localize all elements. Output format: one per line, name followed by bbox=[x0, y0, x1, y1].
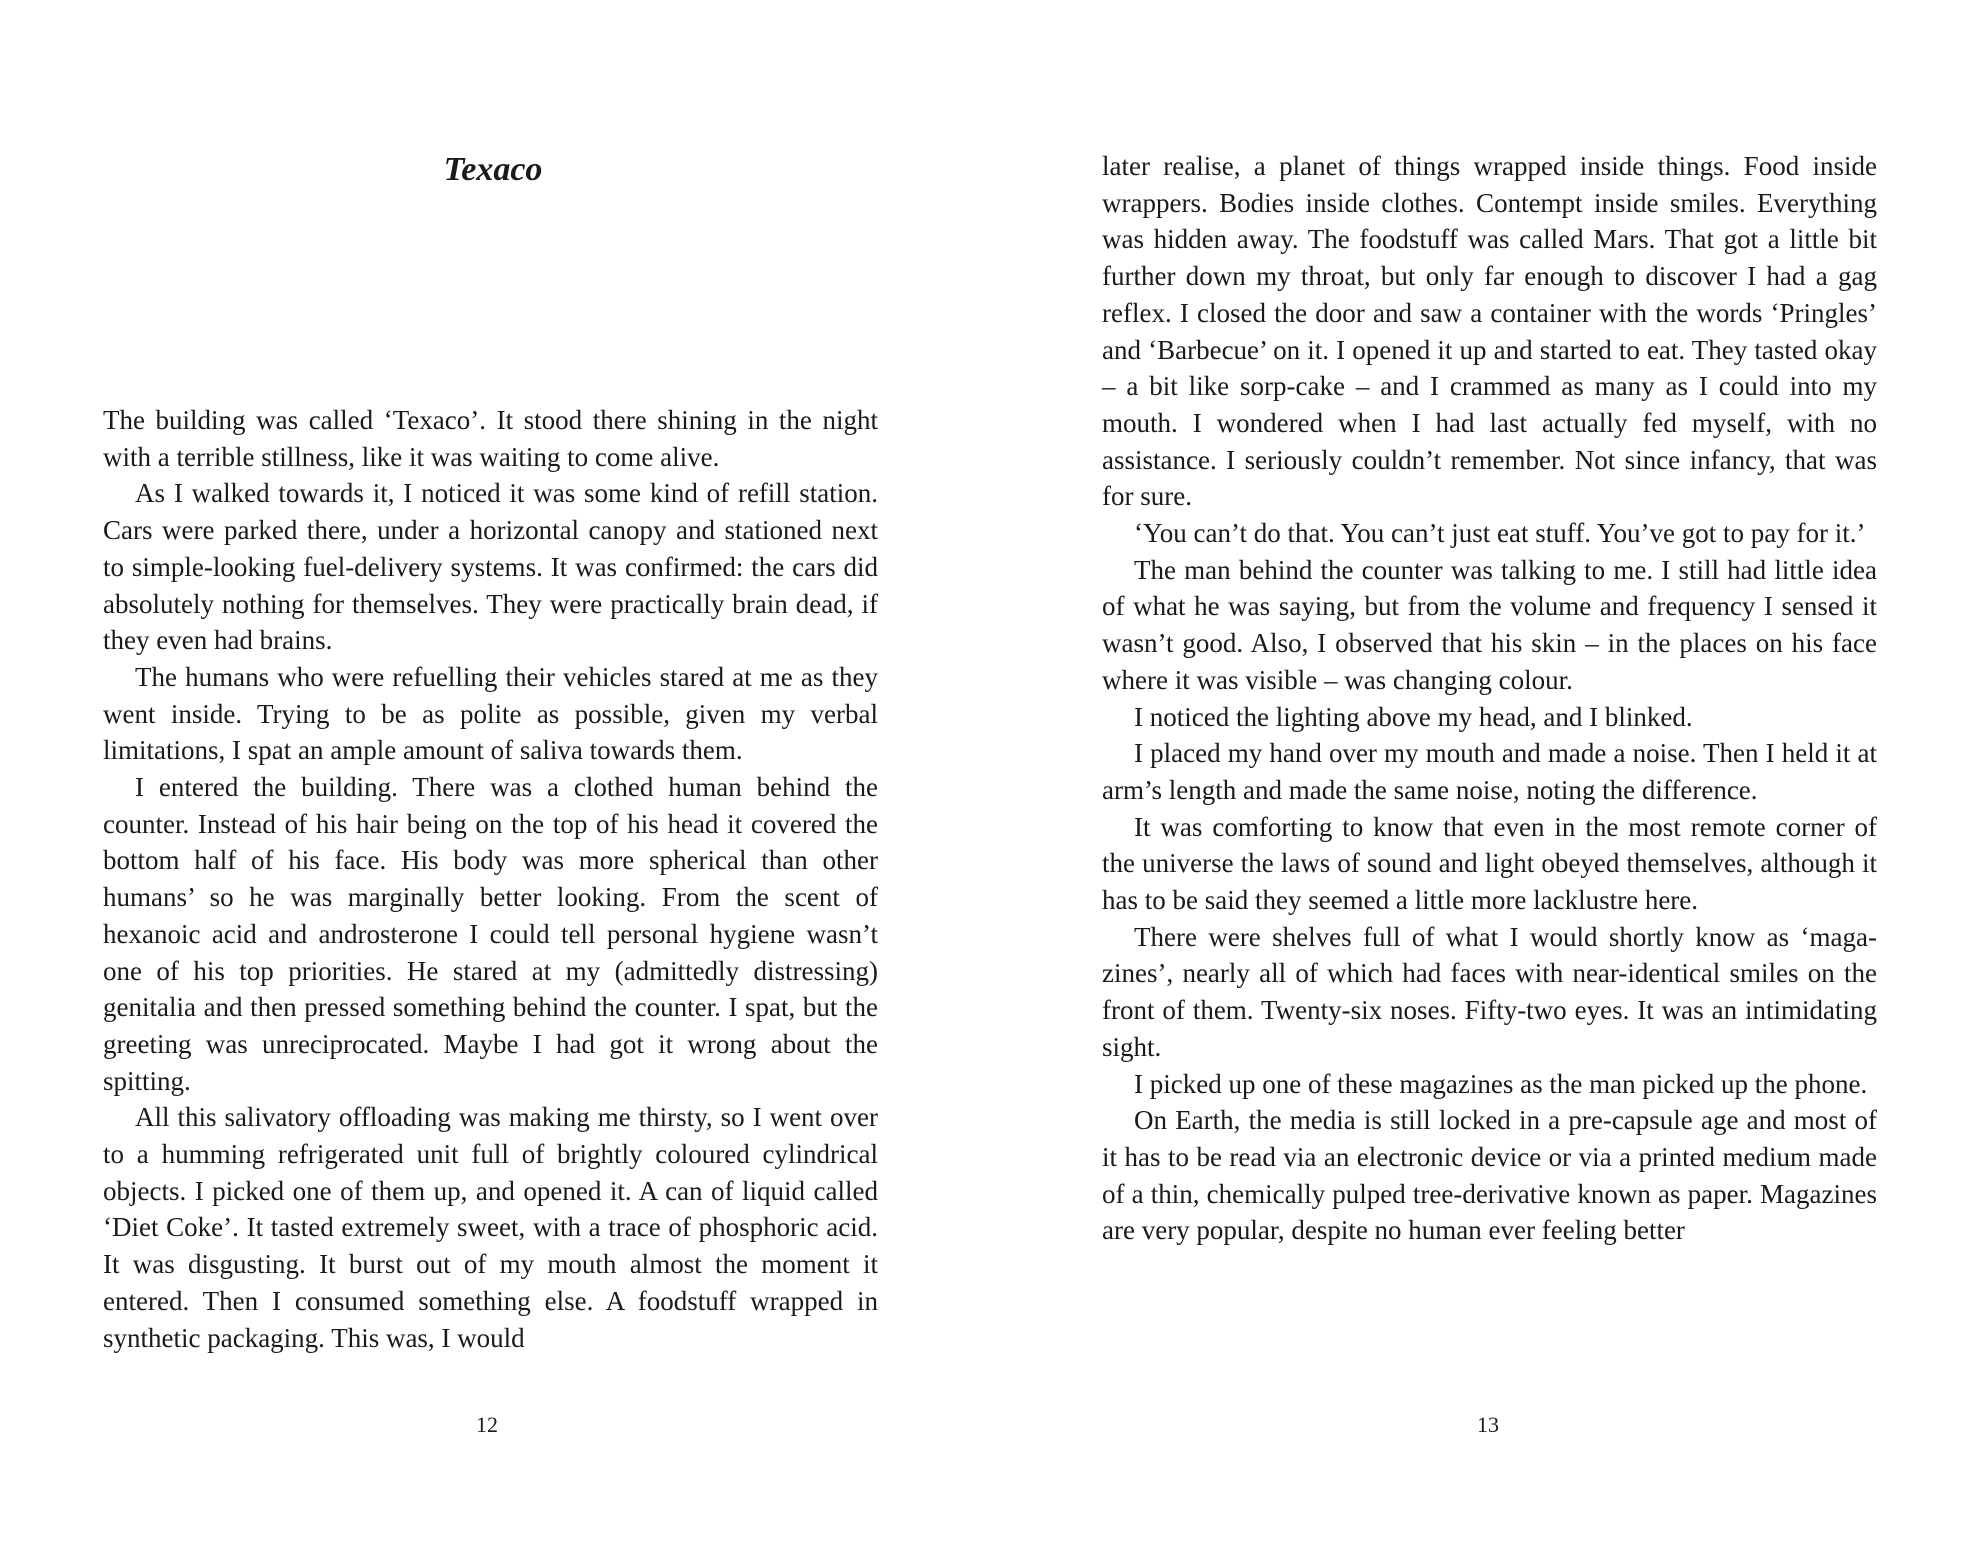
left-page-text bbox=[103, 402, 878, 1356]
left-page bbox=[103, 0, 883, 1546]
page-number: 12 bbox=[476, 1412, 498, 1437]
paragraph: The building was called ‘Texaco’. It stood there shining in the night with a terrible stillness, like it was waiting to come alive. bbox=[103, 405, 878, 472]
paragraph: later realise, a planet of things wrapped inside things. Food inside wrappers. Bodies inside clothes. Contempt inside smiles. Everything was hidden away. The foodstuff was called Mars. That got a little bit further down my throat, but only far enough to discover I had a gag reflex. I closed the door and saw a container with the words ‘Pringles’ and ‘Barbecue’ on it. I opened it up and started to eat. They tasted okay – a bit like sorp-cake – and I crammed as many as I could into my mouth. I wondered when I had last actually fed myself, with no assistance. I seriously couldn’t remember. Not since infancy, that was for sure. bbox=[1102, 151, 1877, 512]
paragraph: The man behind the counter was talking to me. I still had little idea of what he was saying, but from the volume and frequency I sensed it wasn’t good. Also, I observed that his skin – in the places on his face where it was visible – was changing colour. bbox=[1102, 554, 1877, 695]
paragraph: It was comforting to know that even in the most remote corner of the universe the laws of sound and light obeyed themselves, although it has to be said they seemed a little more lacklustre here. bbox=[1102, 811, 1877, 916]
paragraph: I picked up one of these magazines as the man picked up the phone. bbox=[1134, 1068, 1868, 1099]
page-number: 13 bbox=[1477, 1412, 1499, 1437]
paragraph: On Earth, the media is still locked in a pre-capsule age and most of it has to be read via an electronic device or via a printed medium made of a thin, chemically pulped tree-derivative known as paper. Magazines are very popular, despite no human ever feeling better bbox=[1102, 1105, 1877, 1246]
paragraph: The humans who were refuelling their vehicles stared at me as they went inside. Trying to be as polite as possible, given my verbal limitations, I spat an ample amount of saliva towards them. bbox=[103, 661, 878, 766]
paragraph: There were shelves full of what I would shortly know as ‘magazines’, nearly all of which had faces with near-identical smiles on the front of them. Twenty-six noses. Fifty-two eyes. It was an intimidating sight. bbox=[1102, 921, 1877, 1062]
paragraph: As I walked towards it, I noticed it was some kind of refill station. Cars were parked there, under a horizontal canopy and stationed next to simple-looking fuel-delivery systems. It was confirmed: the cars did absolutely nothing for themselves. They were practically brain dead, if they even had brains. bbox=[103, 478, 878, 656]
paragraph: I entered the building. There was a clothed human behind the counter. Instead of his hair being on the top of his head it covered the bottom half of his face. His body was more spherical than other humans’ so he was marginally better looking. From the scent of hexanoic acid and androsterone I could tell personal hygiene wasn’t one of his top priorities. He stared at my (admittedly distressing) genitalia and then pressed something behind the counter. I spat, but the greeting was unreciprocated. Maybe I had got it wrong about the spitting. bbox=[103, 772, 878, 1096]
paragraph: I noticed the lighting above my head, and I blinked. bbox=[1134, 701, 1693, 732]
right-page-text bbox=[1102, 148, 1877, 1249]
right-page bbox=[1102, 0, 1882, 1546]
paragraph: All this salivatory offloading was making me thirsty, so I went over to a humming refrigerated unit full of brightly coloured cylindrical objects. I picked one of them up, and opened it. A can of liquid called ‘Diet Coke’. It tasted extremely sweet, with a trace of phosphoric acid. It was disgusting. It burst out of my mouth almost the moment it entered. Then I consumed something else. A foodstuff wrapped in synthetic packaging. This was, I would bbox=[103, 1102, 878, 1353]
paragraph: ‘You can’t do that. You can’t just eat stuff. You’ve got to pay for it.’ bbox=[1134, 518, 1866, 549]
paragraph: I placed my hand over my mouth and made a noise. Then I held it at arm’s length and made the same noise, noting the difference. bbox=[1102, 738, 1877, 805]
chapter-title: Texaco bbox=[443, 151, 543, 188]
